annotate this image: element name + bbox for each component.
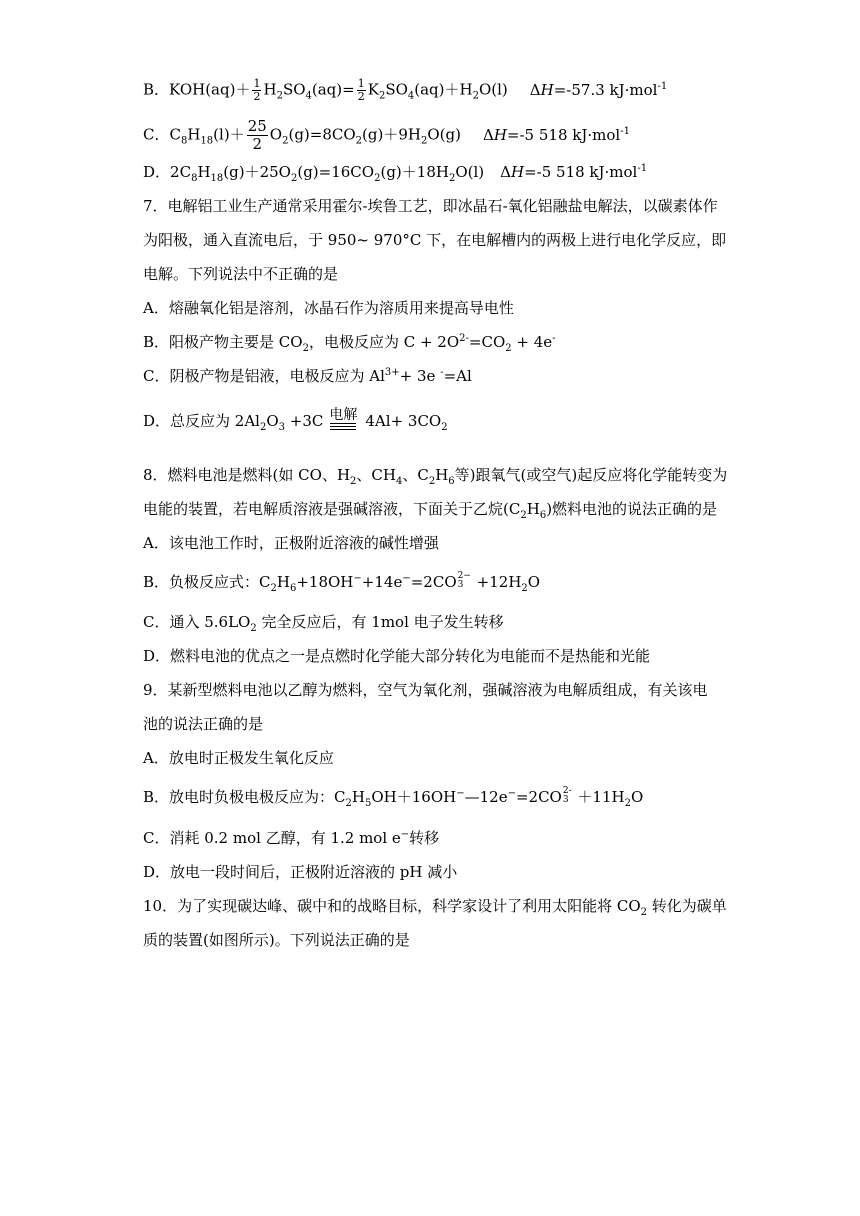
delta-symbol: Δ — [500, 163, 511, 181]
text: =2CO — [515, 788, 562, 806]
subscript: 2 — [378, 90, 386, 102]
subscript: 2 — [521, 583, 528, 594]
subscript: 2 — [505, 343, 512, 354]
subscript: 4 — [305, 90, 312, 102]
subscript: 2 — [276, 90, 283, 102]
subscript: 2 — [520, 510, 527, 521]
superscript: - — [440, 367, 444, 378]
q9-stem-line-1: 9．某新型燃料电池以乙醇为燃料，空气为氧化剂，强碱溶液为电解质组成，有关该电 — [143, 681, 708, 699]
text: ＋11H — [572, 788, 625, 806]
q8-option-d[interactable]: D．燃料电池的优点之一是点燃时化学能大部分转化为电能而不是热能和光能 — [143, 647, 651, 665]
text: +14e — [361, 573, 403, 591]
reaction-condition — [329, 407, 357, 430]
fraction — [357, 78, 366, 103]
text: + 3e — [399, 367, 441, 385]
text: 8．燃料电池是燃料(如 CO、H — [143, 466, 351, 484]
charge: 2− — [457, 571, 471, 581]
text: O(g) — [427, 125, 461, 144]
text: +3C — [285, 412, 324, 430]
subscript: 2 — [259, 422, 267, 433]
subscript: 5 — [364, 798, 372, 809]
q10-stem-line-2: 质的装置(如图所示)。下列说法正确的是 — [143, 931, 410, 949]
text: O(l) — [478, 80, 508, 99]
subscript: 2 — [374, 173, 381, 184]
numerator: 25 — [247, 117, 267, 135]
text: O(l) — [455, 163, 485, 181]
q9-option-b[interactable] — [143, 786, 643, 808]
enthalpy-var: H — [510, 163, 525, 181]
delta-symbol: Δ — [482, 125, 494, 144]
q6-option-d[interactable] — [143, 161, 647, 183]
text: 转移 — [409, 829, 440, 847]
ion-charge-stack — [458, 572, 471, 590]
subscript: 18 — [200, 135, 214, 147]
numerator: 1 — [253, 77, 261, 90]
text: O — [266, 412, 279, 430]
text: 等)跟氧气(或空气)起反应将化学能转变为 — [454, 466, 728, 484]
subscript: 2 — [270, 583, 277, 594]
charge: 2- — [562, 786, 572, 796]
text: C．消耗 0.2 mol 乙醇，有 1.2 mol e — [143, 829, 401, 847]
text: (g)＋9H — [362, 125, 421, 144]
text: 完全反应后，有 1mol 电子发生转移 — [256, 613, 504, 631]
text: (aq)＋H — [414, 80, 473, 99]
text: 、C — [402, 466, 429, 484]
q9-option-c[interactable] — [143, 827, 439, 849]
text: 10．为了实现碳达峰、碳中和的战略目标，科学家设计了利用太阳能将 CO — [143, 897, 641, 915]
enthalpy-var: H — [540, 80, 554, 99]
subscript: 2 — [428, 476, 436, 487]
subscript: 2 — [350, 476, 357, 487]
text: O — [630, 788, 644, 806]
text: (l)＋ — [213, 125, 245, 144]
superscript: - — [552, 333, 556, 344]
subscript: 2 — [355, 135, 363, 147]
text: H — [263, 80, 277, 99]
text: (g)=8CO — [288, 125, 356, 144]
text: B．放电时负极电极反应为：C — [143, 788, 346, 806]
text: H — [276, 573, 290, 591]
text: 转化为碳单 — [647, 897, 727, 915]
enthalpy — [483, 126, 630, 144]
subscript: 4 — [407, 90, 415, 102]
subscript: 2 — [640, 907, 648, 918]
superscript: -1 — [620, 125, 630, 137]
enthalpy — [500, 163, 647, 181]
text: ，电极反应为 C + 2O — [308, 333, 460, 351]
ion-charge-stack — [563, 787, 572, 805]
denominator: 2 — [252, 135, 262, 153]
text: C．C — [143, 125, 181, 144]
text: D．2C — [143, 163, 192, 181]
superscript: − — [507, 788, 516, 799]
q7-option-c[interactable] — [143, 365, 472, 387]
q8-option-c[interactable] — [143, 611, 504, 633]
denominator: 2 — [357, 90, 365, 103]
text: H — [351, 788, 365, 806]
subscript: 2 — [472, 90, 479, 102]
subscript: 3 — [278, 422, 286, 433]
text: OH＋16OH — [371, 788, 457, 806]
text: +18OH — [296, 573, 354, 591]
text: B．KOH(aq)＋ — [143, 80, 251, 99]
q9-option-a[interactable]: A．放电时正极发生氧化反应 — [143, 749, 334, 767]
subscript: 2 — [448, 173, 456, 184]
superscript: − — [402, 573, 411, 584]
text: 4Al+ 3CO — [365, 412, 442, 430]
text: C．阴极产物是铝液，电极反应为 Al — [143, 367, 385, 385]
text: H — [197, 163, 211, 181]
q10-stem-line-1 — [143, 895, 727, 917]
subscript: 2 — [250, 623, 257, 634]
q8-stem-line-2 — [143, 498, 717, 520]
q8-option-b[interactable] — [143, 571, 540, 593]
fraction — [252, 78, 261, 103]
q7-option-b[interactable] — [143, 331, 556, 353]
condition-label: 电解 — [329, 407, 358, 423]
q8-option-a[interactable]: A．该电池工作时，正极附近溶液的碱性增强 — [143, 534, 439, 552]
text: )燃料电池的说法正确的是 — [546, 500, 718, 518]
text: H — [435, 466, 449, 484]
subscript: 8 — [191, 173, 198, 184]
text: (g)=16CO — [297, 163, 375, 181]
q7-option-d[interactable] — [143, 409, 448, 432]
text: +12H — [471, 573, 522, 591]
text: =CO — [468, 333, 506, 351]
q6-option-c[interactable] — [143, 118, 630, 153]
enthalpy-value: =-57.3 kJ·mol — [553, 80, 658, 99]
text: (aq)= — [311, 80, 355, 99]
subscript: 8 — [180, 135, 188, 147]
text: D．总反应为 2Al — [143, 412, 260, 430]
subscript: 3 — [562, 795, 569, 805]
text: + 4e — [511, 333, 553, 351]
text: B．阳极产物主要是 CO — [143, 333, 303, 351]
text: SO — [282, 80, 306, 99]
superscript: − — [400, 829, 410, 840]
text: 电能的装置，若电解质溶液是强碱溶液，下面关于乙烷(C — [143, 500, 521, 518]
denominator: 2 — [253, 90, 261, 103]
delta-symbol: Δ — [529, 80, 541, 99]
q7-stem-line-3: 电解。下列说法中不正确的是 — [143, 265, 339, 283]
text: C．通入 5.6LO — [143, 613, 251, 631]
text: SO — [385, 80, 408, 99]
subscript: 2 — [290, 173, 298, 184]
subscript: 2 — [624, 798, 631, 809]
text: (g)＋25O — [223, 163, 291, 181]
superscript: -1 — [657, 80, 668, 92]
equals-sign — [330, 423, 356, 430]
subscript: 2 — [345, 798, 352, 809]
q7-option-a[interactable]: A．熔融氧化铝是溶剂，冰晶石作为溶质用来提高导电性 — [143, 299, 514, 317]
subscript: 4 — [395, 476, 403, 487]
superscript: 2- — [459, 333, 469, 344]
subscript: 18 — [210, 173, 224, 184]
q9-stem-line-2: 池的说法正确的是 — [143, 715, 264, 733]
superscript: − — [353, 573, 362, 584]
text: =Al — [443, 367, 472, 385]
subscript: 2 — [302, 343, 309, 354]
subscript: 2 — [441, 422, 448, 433]
text: B．负极反应式：C — [143, 573, 271, 591]
fraction — [247, 118, 268, 153]
text: —12e — [464, 788, 508, 806]
q8-stem-line-1 — [143, 464, 727, 486]
subscript: 6 — [289, 583, 297, 594]
q7-stem-line-1: 7．电解铝工业生产通常采用霍尔-埃鲁工艺，即冰晶石-氧化铝融盐电解法，以碳素体作 — [143, 197, 718, 215]
superscript: − — [456, 788, 465, 799]
superscript: -1 — [637, 163, 648, 174]
text: H — [187, 125, 201, 144]
text: K — [367, 80, 379, 99]
enthalpy-value: =-5 518 kJ·mol — [506, 125, 621, 144]
numerator: 1 — [357, 77, 365, 90]
subscript: 2 — [282, 135, 289, 147]
text: (g)＋18H — [380, 163, 449, 181]
text: 、CH — [356, 466, 396, 484]
q9-option-d[interactable]: D．放电一段时间后，正极附近溶液的 pH 减小 — [143, 863, 458, 881]
q6-option-b[interactable] — [143, 78, 667, 103]
enthalpy-var: H — [493, 125, 507, 144]
text: =2CO — [410, 573, 457, 591]
enthalpy — [530, 81, 667, 99]
text: H — [526, 500, 540, 518]
subscript: 2 — [420, 135, 428, 147]
text: O — [269, 125, 283, 144]
enthalpy-value: =-5 518 kJ·mol — [524, 163, 638, 181]
q7-stem-line-2: 为阳极，通入直流电后，于 950~ 970°C 下，在电解槽内的两极上进行电化学反应，即 — [143, 231, 727, 249]
superscript: 3+ — [384, 367, 400, 378]
subscript: 6 — [448, 476, 455, 487]
subscript: 6 — [539, 510, 547, 521]
subscript: 3 — [457, 580, 464, 590]
text: O — [527, 573, 541, 591]
